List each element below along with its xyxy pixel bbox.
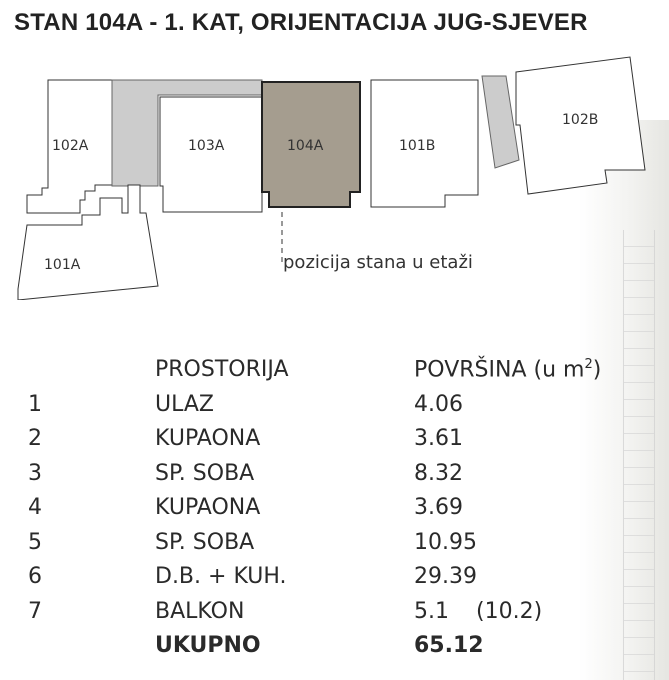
position-note: pozicija stana u etaži — [283, 252, 473, 273]
row-number: 4 — [28, 495, 42, 520]
row-number: 6 — [28, 564, 42, 589]
total-area: 65.12 — [414, 633, 484, 658]
row-number: 5 — [28, 529, 42, 555]
row-room: ULAZ — [155, 391, 214, 417]
header-area-sup: 2 — [584, 357, 593, 372]
row-room: SP. SOBA — [155, 460, 255, 486]
elevator-shaft — [482, 76, 519, 168]
row-room: SP. SOBA — [155, 529, 255, 555]
row-number: 2 — [28, 426, 42, 451]
unit-label-103a: 103A — [188, 138, 225, 154]
row-area: 3.69 — [414, 495, 463, 520]
row-room: D.B. + KUH. — [155, 564, 287, 589]
row-area: 4.06 — [414, 391, 463, 417]
row-number: 3 — [28, 460, 42, 486]
row-room: KUPAONA — [155, 495, 261, 520]
row-area: 3.61 — [414, 426, 463, 451]
header-area-close: ) — [592, 357, 602, 383]
header-room: PROSTORIJA — [155, 357, 289, 382]
row-area: 5.1 — [414, 598, 449, 624]
row-room: BALKON — [155, 598, 245, 624]
unit-label-104a: 104A — [287, 138, 324, 154]
header-area-text: POVRŠINA (u m — [414, 357, 585, 383]
row-room: KUPAONA — [155, 426, 261, 451]
row-area-alt: (10.2) — [476, 598, 543, 624]
row-number: 1 — [28, 391, 42, 417]
row-number: 7 — [28, 598, 42, 624]
unit-label-101b: 101B — [399, 138, 436, 154]
total-label: UKUPNO — [155, 633, 261, 658]
row-area: 8.32 — [414, 460, 463, 486]
row-area: 29.39 — [414, 564, 477, 589]
unit-label-101a: 101A — [44, 257, 81, 273]
unit-label-102b: 102B — [562, 112, 599, 128]
unit-label-102a: 102A — [52, 138, 89, 154]
row-area: 10.95 — [414, 529, 477, 555]
header-area — [414, 357, 601, 382]
page-title: STAN 104A - 1. KAT, ORIJENTACIJA JUG-SJEVER — [14, 9, 588, 36]
unit-103a-shape — [160, 97, 262, 212]
